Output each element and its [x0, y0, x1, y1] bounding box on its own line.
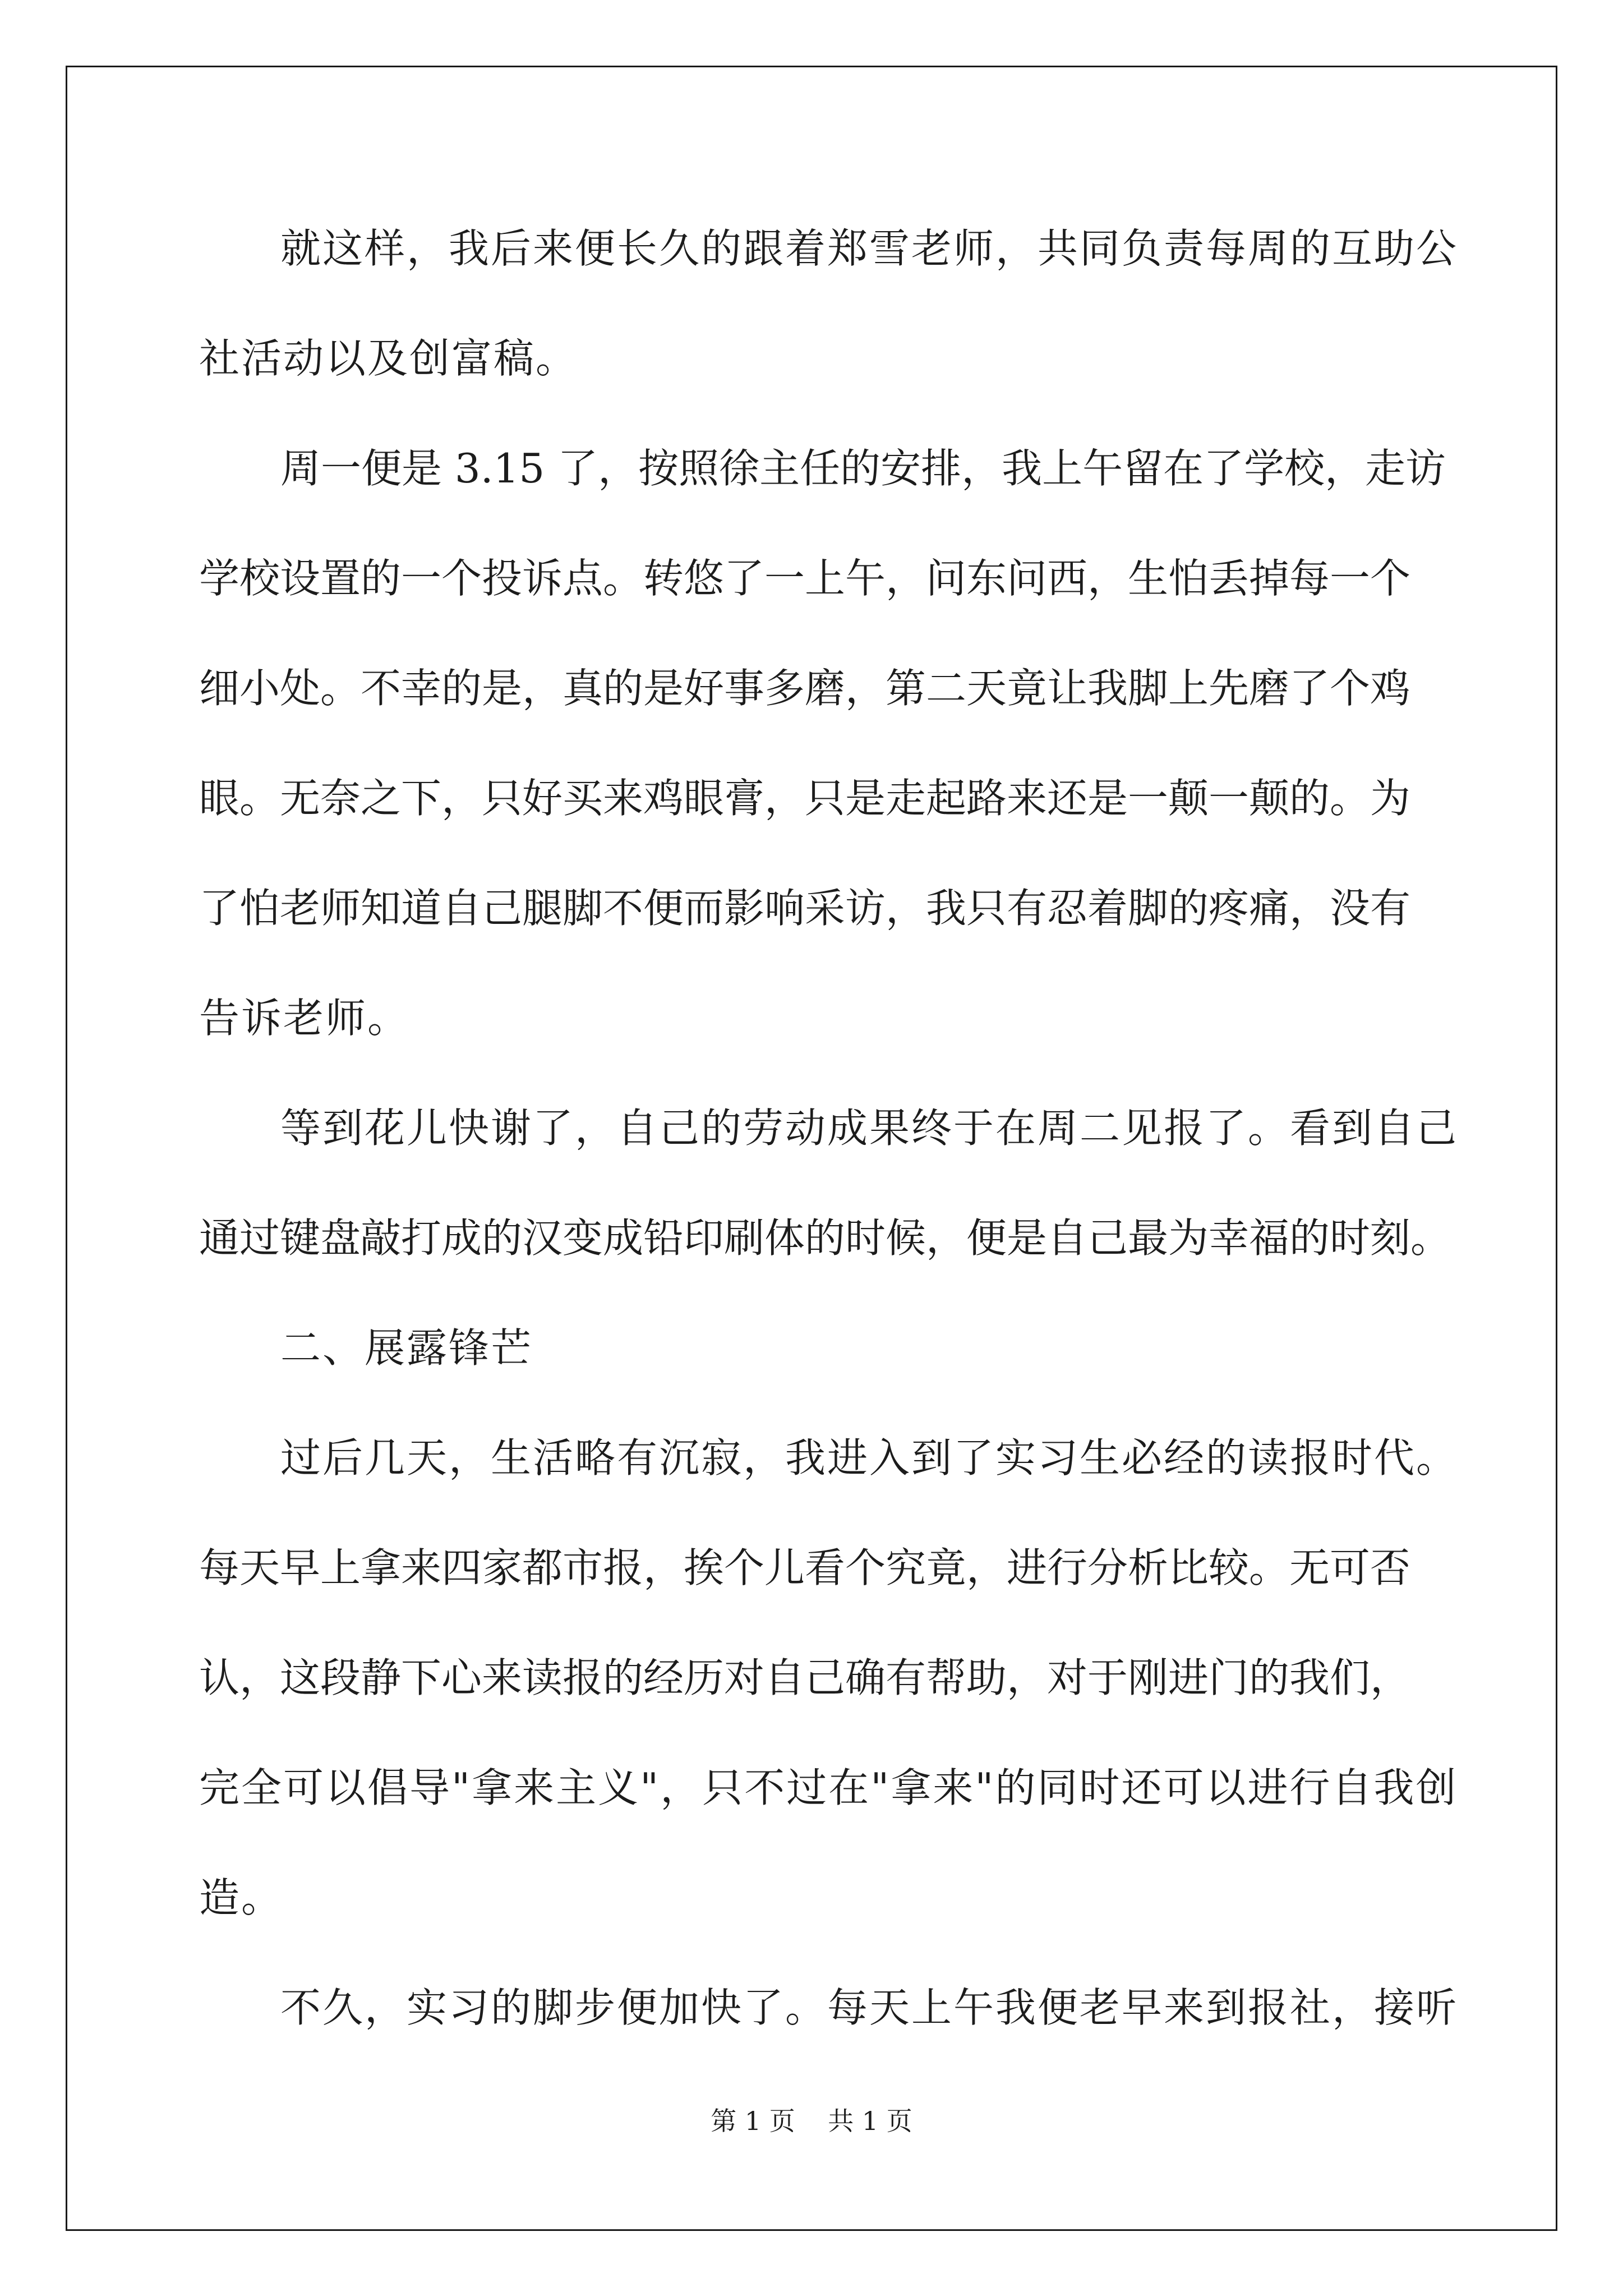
paragraph-2-line-4: 眼。无奈之下，只好买来鸡眼膏，只是走起路来还是一颠一颠的。为: [199, 775, 1411, 822]
paragraph-2-line-3: 细小处。不幸的是，真的是好事多磨，第二天竟让我脚上先磨了个鸡: [199, 665, 1411, 712]
paragraph-3-line-1: 等到花儿快谢了，自己的劳动成果终于在周二见报了。看到自己: [280, 1105, 1459, 1152]
paragraph-5-line-3: 认，这段静下心来读报的经历对自己确有帮助，对于刚进门的我们，: [199, 1654, 1411, 1701]
paragraph-5-line-4: 完全可以倡导"拿来主义"，只不过在"拿来"的同时还可以进行自我创: [199, 1764, 1458, 1811]
paragraph-1-line-2: 社活动以及创富稿。: [199, 335, 578, 382]
page-number-footer: 第 1 页 共 1 页: [711, 2106, 912, 2136]
section-heading: 二、展露锋芒: [280, 1324, 533, 1372]
paragraph-2-line-6: 告诉老师。: [199, 995, 410, 1042]
paragraph-5-line-5: 造。: [199, 1874, 284, 1921]
paragraph-2-line-1: 周一便是 3.15 了，按照徐主任的安排，我上午留在了学校，走访: [280, 445, 1446, 492]
paragraph-2-line-2: 学校设置的一个投诉点。转悠了一上午，问东问西，生怕丢掉每一个: [199, 555, 1411, 602]
paragraph-3-line-2: 通过键盘敲打成的汉变成铅印刷体的时候，便是自己最为幸福的时刻。: [199, 1214, 1451, 1262]
paragraph-6-line-1: 不久，实习的脚步便加快了。每天上午我便老早来到报社，接听: [280, 1984, 1459, 2031]
paragraph-2-line-5: 了怕老师知道自己腿脚不便而影响采访，我只有忍着脚的疼痛，没有: [199, 885, 1411, 932]
paragraph-5-line-2: 每天早上拿来四家都市报，挨个儿看个究竟，进行分析比较。无可否: [199, 1544, 1411, 1591]
paragraph-1-line-1: 就这样，我后来便长久的跟着郑雪老师，共同负责每周的互助公: [280, 225, 1459, 272]
paragraph-5-line-1: 过后几天，生活略有沉寂，我进入到了实习生必经的读报时代。: [280, 1434, 1459, 1481]
